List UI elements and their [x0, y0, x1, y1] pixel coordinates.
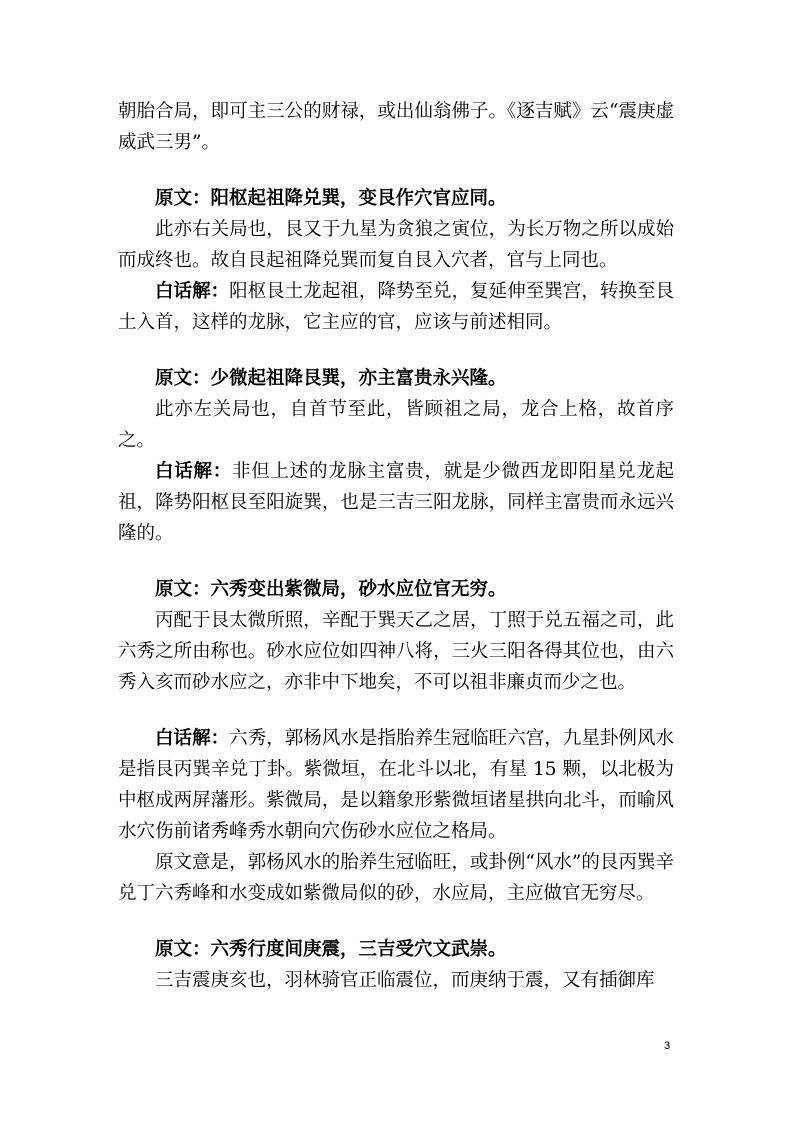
explanation-paragraph: [118, 456, 674, 549]
page-number: 3: [664, 1040, 671, 1052]
section-heading: 原文：阳枢起祖降兑巽，变艮作穴官应同。: [155, 188, 507, 209]
section-heading: 原文：六秀行度间庚震，三吉受穴文武崇。: [155, 939, 507, 960]
explanation-label: 白话解：: [155, 281, 230, 302]
body-paragraph: 三吉震庚亥也，羽林骑官正临震位，而庚纳于震，又有插御库: [155, 970, 655, 991]
body-paragraph: 此亦左关局也，自首节至此，皆顾祖之局，龙合上格，故首序之。: [118, 399, 674, 451]
section-heading: 原文：六秀变出紫微局，砂水应位官无穷。: [155, 579, 507, 600]
explanation-label: 白话解：: [155, 728, 230, 749]
explanation-paragraph: [118, 723, 674, 847]
explanation-label: 白话解：: [155, 461, 232, 482]
body-paragraph: 朝胎合局，即可主三公的财禄，或出仙翁佛子。《逐吉赋》云“震庚虚威武三男”。: [118, 101, 674, 153]
explanation-text: 六秀，郭杨风水是指胎养生冠临旺六宫，九星卦例风水是指艮丙巽辛兑丁卦。紫微垣，在北斗以北，有星 15 颗，以北极为中枢成两屏藩形。紫微局，是以籍象形紫微垣诸星拱向北斗，而喻风水穴伤前诸秀峰秀水朝向穴伤砂水应位之格局。: [118, 728, 674, 842]
body-paragraph: 丙配于艮太微所照，辛配于巽天乙之居，丁照于兑五福之司，此六秀之所由称也。砂水应位如四神八将，三火三阳各得其位也，由六秀入亥而砂水应之，亦非中下地矣，不可以祖非廉贞而少之也。: [118, 610, 674, 693]
explanation-text: 非但上述的龙脉主富贵，就是少微西龙即阳星兑龙起祖，降势阳枢艮至阳旋巽，也是三吉三阳龙脉，同样主富贵而永远兴隆的。: [118, 461, 674, 544]
explanation-paragraph: [118, 276, 674, 338]
document-body: [118, 96, 674, 996]
body-paragraph: 原文意是，郭杨风水的胎养生冠临旺，或卦例“风水”的艮丙巽辛兑丁六秀峰和水变成如紫微局似的砂，水应局，主应做官无穷尽。: [118, 852, 674, 904]
body-paragraph: 此亦右关局也，艮又于九星为贪狼之寅位，为长万物之所以成始而成终也。故自艮起祖降兑巽而复自艮入穴者，官与上同也。: [118, 219, 674, 271]
explanation-text: 阳枢艮土龙起祖，降势至兑，复延伸至巽宫，转换至艮土入首，这样的龙脉，它主应的官，应该与前述相同。: [118, 281, 674, 333]
section-heading: 原文：少微起祖降艮巽，亦主富贵永兴隆。: [155, 368, 507, 389]
